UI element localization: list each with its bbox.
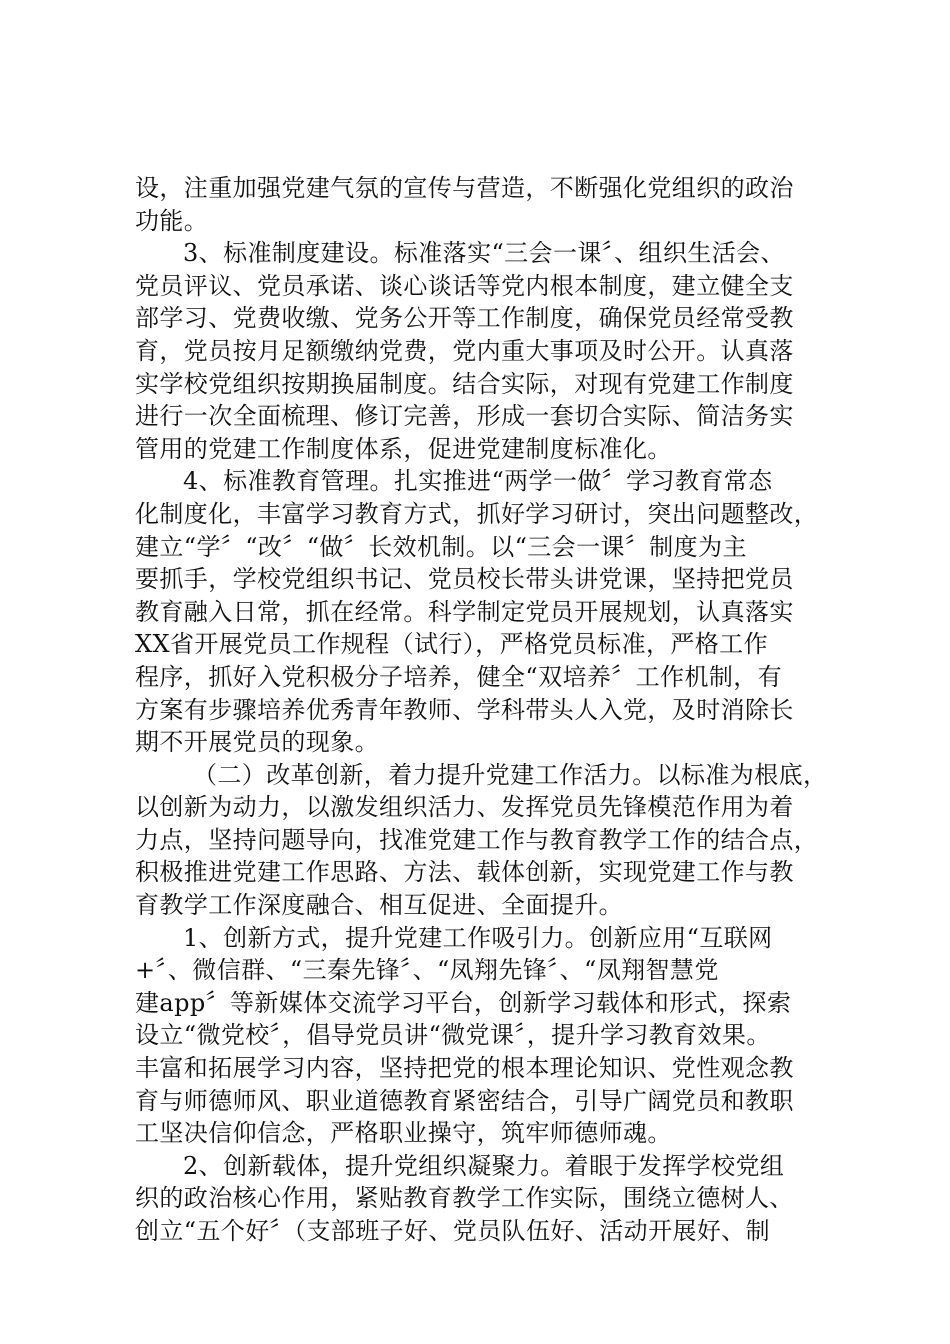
text-line: 方案有步骤培养优秀青年教师、学科带头人入党，及时消除长 (135, 695, 794, 724)
text-line: 育教学工作深度融合、相互促进、全面提升。 (135, 891, 623, 920)
text-line: 教育融入日常，抓在经常。科学制定党员开展规划，认真落实 (135, 597, 794, 626)
text-line: +〞、微信群、“三秦先锋〞、“凤翔先锋〞、“凤翔智慧党 (135, 956, 719, 985)
text-line: 育与师德师风、职业道德教育紧密结合，引导广阔党员和教职 (135, 1086, 794, 1115)
text-line: 育，党员按月足额缴纳党费，党内重大事项及时公开。认真落 (135, 336, 794, 365)
text-line: 工坚决信仰信念，严格职业操守，筑牢师德师魂。 (135, 1119, 672, 1148)
text-line: 实学校党组织按期换届制度。结合实际，对现有党建工作制度 (135, 369, 794, 398)
text-line: 程序，抓好入党积极分子培养，健全“双培养〞工作机制，有 (135, 662, 783, 691)
text-line: 管用的党建工作制度体系，促进党建制度标准化。 (135, 434, 672, 463)
paragraph-start-line: 1、创新方式，提升党建工作吸引力。创新应用“互联网 (183, 923, 773, 952)
text-line: 织的政治核心作用，紧贴教育教学工作实际，围绕立德树人、 (135, 1184, 794, 1213)
text-line: 部学习、党费收缴、党务公开等工作制度，确保党员经常受教 (135, 304, 794, 333)
text-line: 建app〞等新媒体交流学习平台，创新学习载体和形式，探索 (135, 988, 792, 1017)
text-line: 创立“五个好〞（支部班子好、党员队伍好、活动开展好、制 (135, 1217, 771, 1245)
paragraph-start-line: 3、标准制度建设。标准落实“三会一课〞、组织生活会、 (183, 239, 785, 268)
text-line: 以创新为动力，以激发组织活力、发挥党员先锋模范作用为着 (135, 793, 794, 822)
text-line: 设立“微党校〞，倡导党员讲“微党课〞，提升学习教育效果。 (135, 1021, 771, 1050)
text-line: 设，注重加强党建气氛的宣传与营造，不断强化党组织的政治 (135, 174, 794, 202)
text-line: 丰富和拓展学习内容，坚持把党的根本理论知识、党性观念教 (135, 1054, 794, 1083)
paragraph-start-line: 4、标准教育管理。扎实推进“两学一做〞学习教育常态 (183, 467, 773, 496)
text-line: 功能。 (135, 206, 209, 235)
paragraph-start-line: 2、创新载体，提升党组织凝聚力。着眼于发挥学校党组 (183, 1151, 785, 1180)
text-line: XX省开展党员工作规程（试行），严格党员标准，严格工作 (135, 630, 768, 659)
text-line: 积极推进党建工作思路、方法、载体创新，实现党建工作与教 (135, 858, 794, 887)
body-text (135, 172, 835, 1248)
text-line: 进行一次全面梳理、修订完善，形成一套切合实际、简洁务实 (135, 402, 794, 431)
section-heading-line: （二）改革创新，着力提升党建工作活力。以标准为根底， (193, 760, 828, 789)
text-line: 期不开展党员的现象。 (135, 728, 379, 757)
text-line: 建立“学〞“改〞“做〞长效机制。以“三会一课〞制度为主 (135, 532, 747, 561)
text-line: 要抓手，学校党组织书记、党员校长带头讲党课，坚持把党员 (135, 565, 794, 594)
text-line: 力点，坚持问题导向，找准党建工作与教育教学工作的结合点， (135, 825, 819, 854)
text-line: 党员评议、党员承诺、谈心谈话等党内根本制度，建立健全支 (135, 271, 794, 300)
text-line: 化制度化，丰富学习教育方式，抓好学习研讨，突出问题整改， (135, 499, 819, 528)
